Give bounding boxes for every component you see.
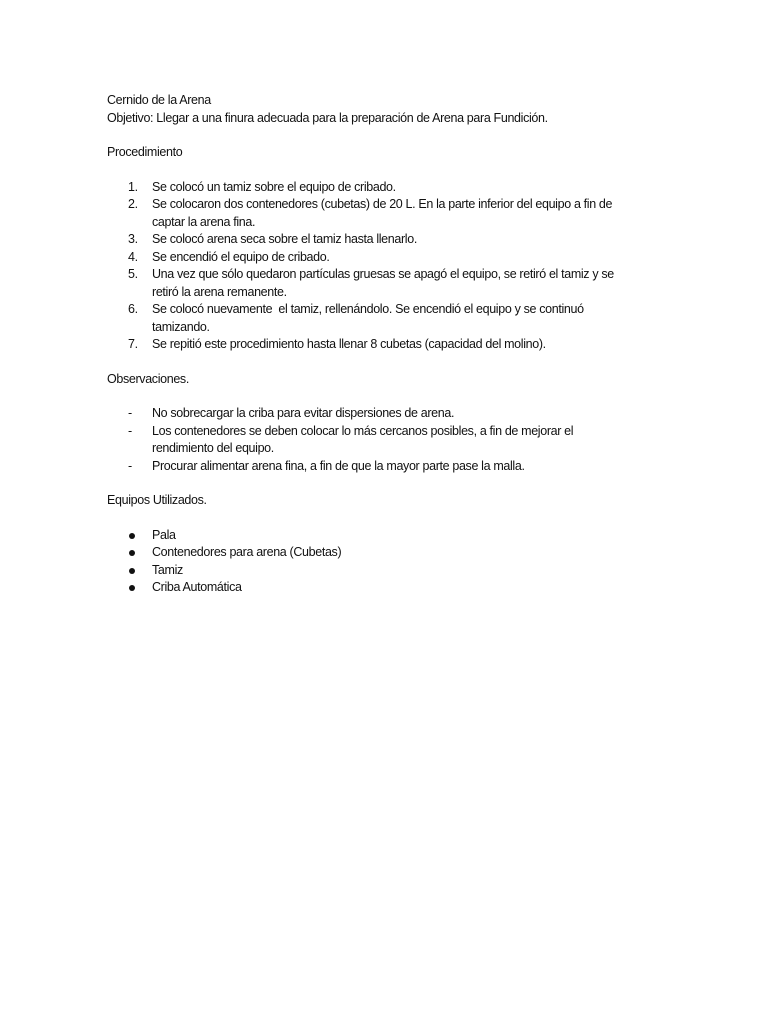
procedure-step [107, 266, 652, 301]
equipment-text: Contenedores para arena (Cubetas) [152, 545, 342, 559]
step-text: Se colocó nuevamente el tamiz, rellenándolo. Se encendió el equipo y se continuó tamizando. [152, 302, 584, 334]
observations-heading: Observaciones. [107, 371, 189, 386]
step-number: 5. [128, 267, 138, 281]
procedure-step [107, 301, 652, 336]
step-number: 2. [128, 197, 138, 211]
objective-text: Llegar a una finura adecuada para la preparación de Arena para Fundición. [153, 110, 548, 125]
procedure-step [107, 179, 652, 197]
observation-item [107, 423, 652, 458]
bullet-icon [129, 533, 135, 539]
observation-text: No sobrecargar la criba para evitar dispersiones de arena. [152, 406, 455, 420]
observation-item [107, 405, 652, 423]
step-text: Se encendió el equipo de cribado. [152, 249, 330, 264]
objective-line [107, 110, 652, 128]
step-number: 1. [128, 179, 138, 194]
observations-list [107, 405, 652, 475]
step-number: 6. [128, 302, 138, 316]
step-text: Se repitió este procedimiento hasta llenar 8 cubetas (capacidad del molino). [152, 337, 546, 351]
spacer [107, 475, 652, 492]
step-number: 3. [128, 232, 138, 246]
dash-marker: - [128, 406, 132, 420]
equipment-list [107, 527, 652, 597]
equipment-text: Pala [152, 527, 176, 542]
document-title: Cernido de la Arena [107, 93, 211, 107]
procedure-step [107, 249, 652, 267]
bullet-icon [129, 585, 135, 591]
spacer [107, 510, 652, 527]
procedure-step [107, 231, 652, 249]
spacer [107, 162, 652, 179]
document-body [107, 92, 652, 597]
procedure-list [107, 179, 652, 354]
dash-marker: - [128, 423, 132, 438]
bullet-icon [129, 568, 135, 574]
step-text: Se colocó arena seca sobre el tamiz hasta llenarlo. [152, 232, 417, 246]
step-text: Se colocó un tamiz sobre el equipo de cribado. [152, 179, 396, 194]
equipment-item [107, 579, 652, 597]
spacer [107, 388, 652, 405]
dash-marker: - [128, 458, 132, 473]
equipment-item [107, 562, 652, 580]
bullet-icon [129, 550, 135, 556]
observation-item [107, 458, 652, 476]
equipment-item [107, 544, 652, 562]
observation-text: Procurar alimentar arena fina, a fin de que la mayor parte pase la malla. [152, 458, 525, 473]
procedure-step [107, 196, 652, 231]
equipment-item [107, 527, 652, 545]
spacer [107, 354, 652, 371]
step-text: Se colocaron dos contenedores (cubetas) de 20 L. En la parte inferior del equipo a fin de captar la arena fina. [152, 197, 613, 229]
procedure-step [107, 336, 652, 354]
observation-text: Los contenedores se deben colocar lo más cercanos posibles, a fin de mejorar el rendimiento del equipo. [152, 423, 574, 455]
step-text: Una vez que sólo quedaron partículas gruesas se apagó el equipo, se retiró el tamiz y se retiró la arena remanente. [152, 267, 614, 299]
equipment-text: Tamiz [152, 562, 183, 577]
procedure-heading: Procedimiento [107, 145, 183, 159]
step-number: 4. [128, 249, 138, 264]
equipment-text: Criba Automática [152, 580, 242, 594]
spacer [107, 127, 652, 144]
equipment-heading: Equipos Utilizados. [107, 493, 207, 507]
step-number: 7. [128, 337, 138, 351]
objective-label: Objetivo: [107, 110, 154, 125]
